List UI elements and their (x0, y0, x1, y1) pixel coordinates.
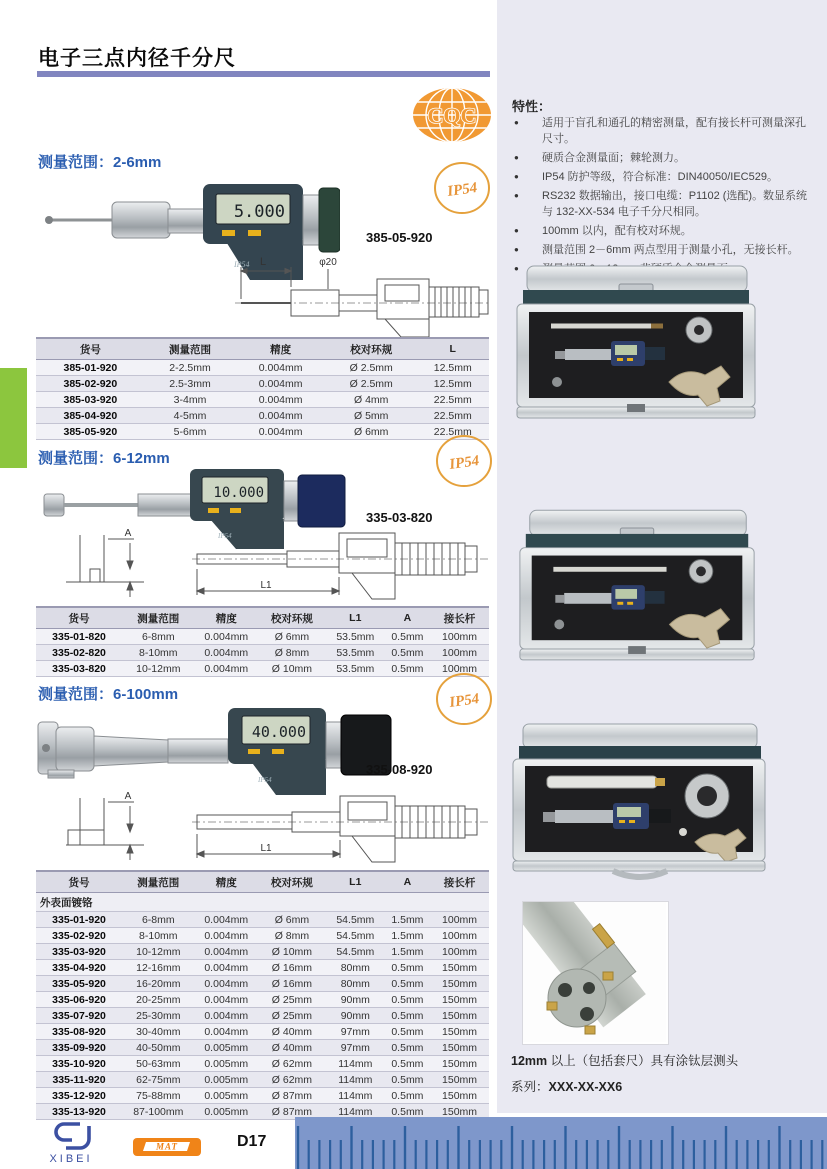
table-cell: 0.5mm (385, 960, 430, 976)
titanium-note-text: 以上（包括套尺）具有涂钛层测头 (547, 1054, 739, 1068)
table-cell: 335-05-920 (36, 976, 122, 992)
table-row (36, 960, 489, 976)
table-cell: 8-10mm (122, 928, 194, 944)
table-cell: 0.004mm (235, 424, 326, 440)
ip54-marking: IP54 (218, 532, 232, 540)
table-cell: Ø 6mm (326, 424, 417, 440)
table-cell: 335-06-920 (36, 992, 122, 1008)
table-cell: 53.5mm (326, 629, 385, 645)
technical-drawing-6-12mm (52, 527, 490, 605)
titanium-note-size: 12mm (511, 1054, 548, 1068)
table-cell: 335-10-920 (36, 1056, 122, 1072)
title-underline (37, 71, 490, 77)
column-header: L1 (326, 871, 385, 893)
table-row (36, 928, 489, 944)
ruler-graphic (295, 1117, 827, 1169)
table-header-row (36, 607, 489, 629)
table-cell: 335-08-920 (36, 1024, 122, 1040)
feature-item: ● 测量范围 2－6mm 两点型用于测量小孔，无接长杆。 (512, 243, 814, 259)
table-cell: 0.004mm (195, 912, 258, 928)
table-cell: 12.5mm (417, 376, 490, 392)
table-cell: 0.004mm (195, 1008, 258, 1024)
table-cell: 100mm (430, 645, 489, 661)
dim-label-L1: L1 (260, 580, 272, 591)
table-cell: 100mm (430, 629, 489, 645)
part-number-385-05-920: 385-05-920 (366, 230, 433, 245)
section1-heading: 测量范围：2-6mm (38, 154, 162, 171)
table-cell: 335-12-920 (36, 1088, 122, 1104)
table-cell: 0.005mm (195, 1072, 258, 1088)
table-cell: 335-02-820 (36, 645, 122, 661)
table-cell: 0.005mm (195, 1104, 258, 1120)
table-cell: 0.004mm (235, 392, 326, 408)
table-cell: Ø 2.5mm (326, 360, 417, 376)
table-cell: 385-05-920 (36, 424, 145, 440)
table-cell: Ø 6mm (258, 629, 326, 645)
table-cell: 150mm (430, 1056, 489, 1072)
table-row (36, 392, 489, 408)
table-cell: 10-12mm (122, 944, 194, 960)
table-row (36, 408, 489, 424)
table-cell: 40-50mm (122, 1040, 194, 1056)
table-cell: 335-04-920 (36, 960, 122, 976)
feature-item: ● 适用于盲孔和通孔的精密测量，配有接长杆可测量深孔尺寸。 (512, 116, 814, 148)
dim-label-A: A (124, 791, 132, 802)
table-cell: 6-8mm (122, 629, 194, 645)
table-cell: 0.5mm (385, 1024, 430, 1040)
table-row (36, 944, 489, 960)
table-cell: 150mm (430, 1024, 489, 1040)
table-cell: Ø 8mm (258, 645, 326, 661)
lcd-value: 5.000 (233, 202, 285, 222)
table-row (36, 1024, 489, 1040)
table-subheader-row: 外表面镀铬 (36, 893, 489, 912)
table-cell: 0.005mm (195, 1088, 258, 1104)
table-cell: Ø 16mm (258, 960, 326, 976)
table-cell: 16-20mm (122, 976, 194, 992)
table-cell: 22.5mm (417, 408, 490, 424)
table-cell: Ø 25mm (258, 992, 326, 1008)
part-number-335-03-820: 335-03-820 (366, 510, 433, 525)
table-cell: 97mm (326, 1024, 385, 1040)
table-row (36, 629, 489, 645)
table-cell: 2-2.5mm (145, 360, 236, 376)
table-cell: Ø 62mm (258, 1056, 326, 1072)
column-header: 校对环规 (326, 338, 417, 360)
technical-drawing-2-6mm (233, 253, 490, 338)
table-cell: 114mm (326, 1088, 385, 1104)
table-cell: 0.004mm (195, 645, 258, 661)
dim-label-dia20: φ20 (319, 257, 337, 268)
table-cell: 150mm (430, 960, 489, 976)
table-cell: 87-100mm (122, 1104, 194, 1120)
case-photo-6-100mm-set (509, 720, 771, 884)
spec-table-2-6mm (36, 337, 489, 440)
feature-item: ● 硬质合金测量面；棘轮测力。 (512, 151, 814, 167)
table-cell: 12.5mm (417, 360, 490, 376)
table-cell: 75-88mm (122, 1088, 194, 1104)
table-cell: 0.004mm (235, 408, 326, 424)
table-cell: 22.5mm (417, 392, 490, 408)
dim-label-A: A (124, 528, 132, 539)
table-cell: 0.5mm (385, 1104, 430, 1120)
feature-item: ● RS232 数据输出，接口电缆：P1102 (选配)。数显系统与 132-XX-534 电子千分尺相同。 (512, 189, 814, 221)
table-cell: 100mm (430, 928, 489, 944)
table-cell: 5-6mm (145, 424, 236, 440)
table-cell: 335-03-920 (36, 944, 122, 960)
features-heading: 特性： (512, 99, 552, 114)
svg-text:IP54: IP54 (448, 690, 481, 711)
table-cell: 114mm (326, 1056, 385, 1072)
table-cell: 385-03-920 (36, 392, 145, 408)
table-cell: 8-10mm (122, 645, 194, 661)
case-photo-6-12mm-set (514, 506, 762, 674)
technical-drawing-6-100mm (52, 790, 490, 868)
table-cell: 0.004mm (195, 1024, 258, 1040)
features-list (512, 116, 814, 280)
table-cell: 335-13-920 (36, 1104, 122, 1120)
ip54-marking: IP54 (234, 260, 250, 269)
spec-table-6-100mm (36, 870, 489, 1120)
table-cell: 150mm (430, 976, 489, 992)
table-cell: Ø 16mm (258, 976, 326, 992)
column-header: 接长杆 (430, 607, 489, 629)
table-cell: Ø 10mm (258, 944, 326, 960)
table-cell: 100mm (430, 661, 489, 677)
series-value: XXX-XX-XX6 (548, 1080, 623, 1094)
table-header-row (36, 871, 489, 893)
table-cell: 114mm (326, 1072, 385, 1088)
table-cell: 80mm (326, 976, 385, 992)
table-cell: 54.5mm (326, 928, 385, 944)
table-cell: 0.5mm (385, 645, 430, 661)
table-cell: 0.004mm (195, 944, 258, 960)
table-cell: 150mm (430, 1072, 489, 1088)
measuring-head-photo (522, 901, 669, 1045)
table-cell: 12-16mm (122, 960, 194, 976)
column-header: 测量范围 (122, 607, 194, 629)
table-cell: Ø 40mm (258, 1024, 326, 1040)
table-cell: 0.004mm (235, 360, 326, 376)
table-cell: 0.004mm (195, 992, 258, 1008)
titanium-note (511, 1051, 816, 1069)
table-cell: Ø 25mm (258, 1008, 326, 1024)
table-cell: Ø 6mm (258, 912, 326, 928)
table-cell: 54.5mm (326, 944, 385, 960)
table-cell: 0.5mm (385, 629, 430, 645)
table-cell: 0.5mm (385, 1088, 430, 1104)
column-header: 货号 (36, 338, 145, 360)
ip54-marking: IP54 (258, 776, 272, 784)
table-cell: 385-01-920 (36, 360, 145, 376)
section2-heading: 测量范围：6-12mm (38, 450, 170, 467)
series-label: 系列： (511, 1080, 549, 1094)
svg-text:CQC: CQC (427, 103, 477, 128)
table-row (36, 360, 489, 376)
table-cell: 97mm (326, 1040, 385, 1056)
spec-table-6-12mm (36, 606, 489, 677)
table-row (36, 912, 489, 928)
table-row (36, 376, 489, 392)
table-cell: 335-01-820 (36, 629, 122, 645)
table-cell: 100mm (430, 944, 489, 960)
table-cell: 114mm (326, 1104, 385, 1120)
table-cell: 335-09-920 (36, 1040, 122, 1056)
column-header: L (417, 338, 490, 360)
table-row (36, 992, 489, 1008)
table-cell: Ø 87mm (258, 1104, 326, 1120)
table-cell: Ø 87mm (258, 1088, 326, 1104)
table-cell: 30-40mm (122, 1024, 194, 1040)
page-edge-tab (0, 368, 27, 468)
lcd-value: 10.000 (213, 485, 264, 501)
ip54-badge (434, 671, 494, 727)
lcd-value: 40.000 (251, 723, 306, 741)
table-row (36, 1056, 489, 1072)
table-cell: 0.5mm (385, 1056, 430, 1072)
column-header: 货号 (36, 871, 122, 893)
column-header: 校对环规 (258, 871, 326, 893)
column-header: 测量范围 (145, 338, 236, 360)
column-header: 精度 (195, 871, 258, 893)
table-row (36, 976, 489, 992)
table-cell: 0.5mm (385, 1072, 430, 1088)
table-cell: 100mm (430, 912, 489, 928)
table-row (36, 1088, 489, 1104)
table-cell: 0.004mm (195, 629, 258, 645)
table-cell: 150mm (430, 1008, 489, 1024)
table-cell: 1.5mm (385, 944, 430, 960)
table-cell: Ø 40mm (258, 1040, 326, 1056)
dim-label-L: L (259, 256, 267, 268)
table-cell: 0.004mm (195, 976, 258, 992)
column-header: 货号 (36, 607, 122, 629)
column-header: 校对环规 (258, 607, 326, 629)
table-cell: 53.5mm (326, 661, 385, 677)
table-cell: 90mm (326, 992, 385, 1008)
part-number-335-08-920: 335-08-920 (366, 762, 433, 777)
table-cell: 335-07-920 (36, 1008, 122, 1024)
table-cell: 385-04-920 (36, 408, 145, 424)
table-cell: 0.5mm (385, 1040, 430, 1056)
case-photo-2-6mm-set (511, 262, 763, 432)
table-cell: 150mm (430, 992, 489, 1008)
table-cell: 4-5mm (145, 408, 236, 424)
table-cell: 0.004mm (195, 928, 258, 944)
table-cell: Ø 8mm (258, 928, 326, 944)
table-cell: 62-75mm (122, 1072, 194, 1088)
table-cell: 0.005mm (195, 1056, 258, 1072)
table-cell: 335-03-820 (36, 661, 122, 677)
section3-heading: 测量范围：6-100mm (38, 686, 179, 703)
table-cell: Ø 2.5mm (326, 376, 417, 392)
column-header: A (385, 871, 430, 893)
table-cell: 335-02-920 (36, 928, 122, 944)
table-cell: 335-11-920 (36, 1072, 122, 1088)
table-cell: 3-4mm (145, 392, 236, 408)
table-row (36, 1072, 489, 1088)
table-cell: Ø 5mm (326, 408, 417, 424)
column-header: 测量范围 (122, 871, 194, 893)
table-cell: 20-25mm (122, 992, 194, 1008)
dim-label-L1: L1 (260, 843, 272, 854)
table-cell: 22.5mm (417, 424, 490, 440)
micrometer-photo-6-100mm (36, 700, 393, 795)
ip54-badge (434, 433, 494, 489)
cqc-logo-icon (411, 86, 493, 144)
table-cell: 335-01-920 (36, 912, 122, 928)
mat-logo-badge (132, 1135, 202, 1159)
table-cell: Ø 4mm (326, 392, 417, 408)
table-cell: 53.5mm (326, 645, 385, 661)
table-cell: 0.005mm (195, 1040, 258, 1056)
feature-item: ● 100mm 以内，配有校对环规。 (512, 224, 814, 240)
column-header: A (385, 607, 430, 629)
column-header: 精度 (235, 338, 326, 360)
table-row (36, 645, 489, 661)
table-row (36, 424, 489, 440)
column-header: 精度 (195, 607, 258, 629)
table-row (36, 661, 489, 677)
page-number: D17 (237, 1133, 267, 1150)
table-cell: Ø 10mm (258, 661, 326, 677)
series-note (511, 1077, 622, 1095)
table-cell: 0.5mm (385, 976, 430, 992)
table-cell: 80mm (326, 960, 385, 976)
table-cell: 150mm (430, 1088, 489, 1104)
table-cell: 0.5mm (385, 1008, 430, 1024)
table-cell: 150mm (430, 1040, 489, 1056)
feature-item: ● IP54 防护等级，符合标准：DIN40050/IEC529。 (512, 170, 814, 186)
table-cell: 0.5mm (385, 661, 430, 677)
page-title: 电子三点内径千分尺 (38, 47, 236, 70)
column-header: 接长杆 (430, 871, 489, 893)
table-cell: 0.004mm (195, 960, 258, 976)
svg-text:IP54: IP54 (446, 179, 479, 200)
table-cell: 50-63mm (122, 1056, 194, 1072)
ip54-badge (432, 160, 492, 216)
table-cell: 150mm (430, 1104, 489, 1120)
svg-text:XIBEI: XIBEI (49, 1153, 93, 1165)
table-cell: 0.5mm (385, 992, 430, 1008)
table-cell: 385-02-920 (36, 376, 145, 392)
table-cell: 1.5mm (385, 928, 430, 944)
table-cell: 1.5mm (385, 912, 430, 928)
table-cell: 6-8mm (122, 912, 194, 928)
table-header-row (36, 338, 489, 360)
xibei-logo (40, 1119, 102, 1165)
table-row (36, 1008, 489, 1024)
table-cell: Ø 62mm (258, 1072, 326, 1088)
column-header: L1 (326, 607, 385, 629)
table-cell: 25-30mm (122, 1008, 194, 1024)
svg-text:MAT: MAT (155, 1141, 179, 1152)
table-cell: 0.004mm (195, 661, 258, 677)
svg-text:IP54: IP54 (448, 452, 481, 473)
table-row (36, 1040, 489, 1056)
table-cell: 90mm (326, 1008, 385, 1024)
table-cell: 2.5-3mm (145, 376, 236, 392)
table-cell: 0.004mm (235, 376, 326, 392)
table-cell: 10-12mm (122, 661, 194, 677)
table-cell: 54.5mm (326, 912, 385, 928)
